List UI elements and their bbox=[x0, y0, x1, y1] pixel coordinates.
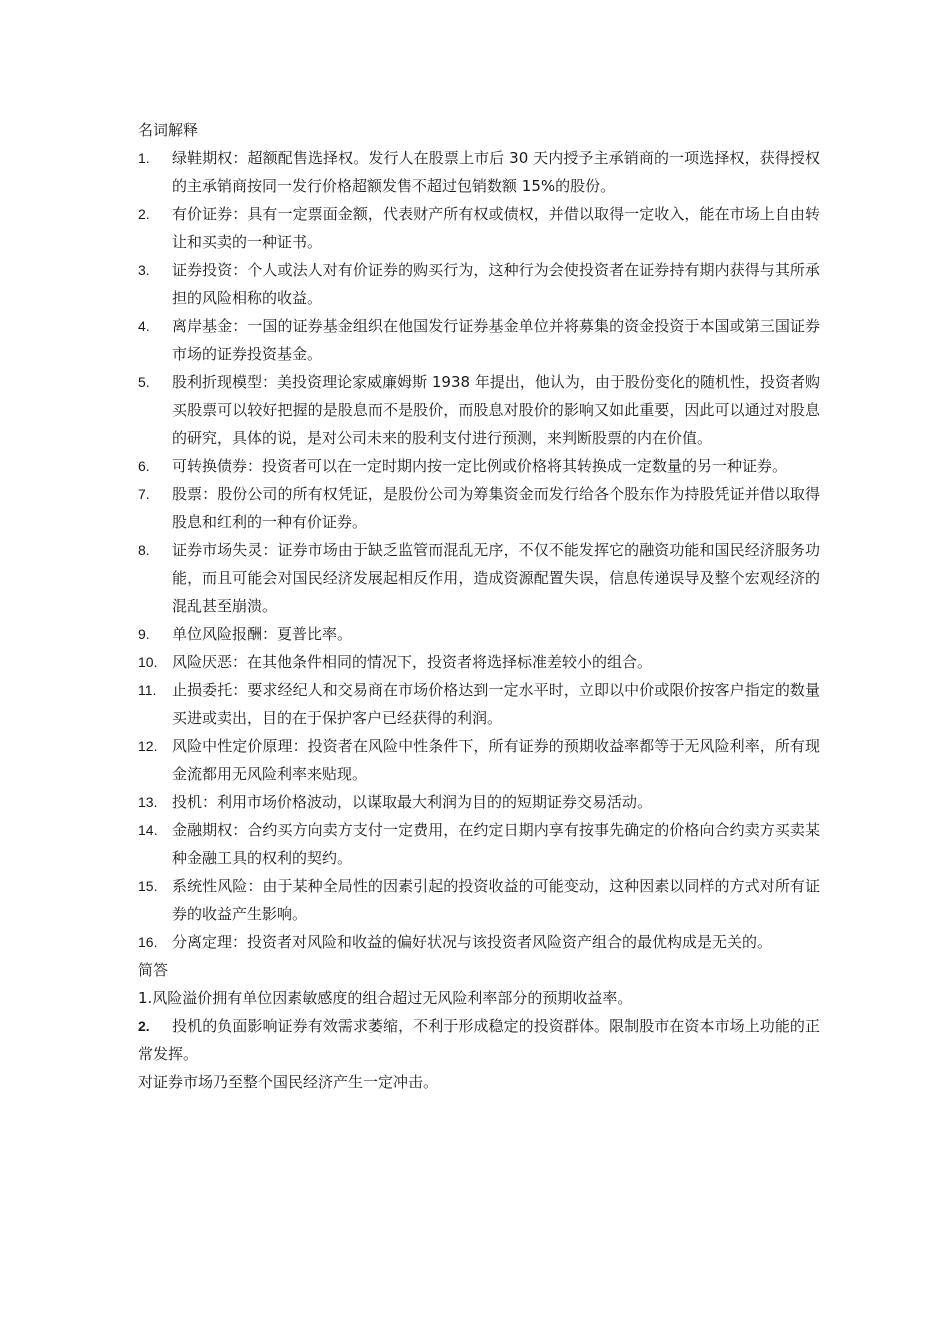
item-text: 可转换债券：投资者可以在一定时期内按一定比例或价格将其转换成一定数量的另一种证券。 bbox=[172, 457, 788, 475]
item-number: 9. bbox=[138, 626, 150, 642]
item-text: 证券投资：个人或法人对有价证券的购买行为，这种行为会使投资者在证券持有期内获得与其所承担的风险相称的收益。 bbox=[172, 261, 820, 307]
item-text: 股票：股份公司的所有权凭证，是股份公司为筹集资金而发行给各个股东作为持股凭证并借以取得股息和红利的一种有价证券。 bbox=[172, 485, 820, 531]
item-text: 止损委托：要求经纪人和交易商在市场价格达到一定水平时，立即以中价或限价按客户指定的数量买进或卖出，目的在于保护客户已经获得的利润。 bbox=[172, 681, 820, 727]
list-item bbox=[138, 816, 820, 872]
item-number: 3. bbox=[138, 262, 150, 278]
list-item bbox=[138, 144, 820, 200]
list-item bbox=[138, 648, 820, 676]
answer-text: 投机的负面影响证券有效需求萎缩，不利于形成稳定的投资群体。限制股市在资本市场上功能的正常发挥。 bbox=[138, 1017, 820, 1063]
item-number: 6. bbox=[138, 458, 150, 474]
list-item bbox=[138, 312, 820, 368]
item-number: 1. bbox=[138, 150, 150, 166]
answer-paragraph-1: 1.风险溢价拥有单位因素敏感度的组合超过无风险利率部分的预期收益率。 bbox=[138, 989, 633, 1007]
item-number: 7. bbox=[138, 486, 150, 502]
item-text: 有价证券：具有一定票面金额，代表财产所有权或债权，并借以取得一定收入，能在市场上自由转让和买卖的一种证书。 bbox=[172, 205, 820, 251]
item-text: 投机：利用市场价格波动，以谋取最大利润为目的的短期证券交易活动。 bbox=[172, 793, 653, 811]
list-item bbox=[138, 480, 820, 536]
list-item bbox=[138, 872, 820, 928]
item-number: 2. bbox=[138, 206, 150, 222]
list-item bbox=[138, 256, 820, 312]
list-item bbox=[138, 368, 820, 452]
item-number: 16. bbox=[138, 934, 158, 950]
item-number: 11. bbox=[138, 682, 157, 698]
list-item bbox=[138, 676, 820, 732]
item-number: 8. bbox=[138, 542, 150, 558]
answer-paragraph-3: 对证券市场乃至整个国民经济产生一定冲击。 bbox=[138, 1073, 439, 1091]
item-text: 单位风险报酬：夏普比率。 bbox=[172, 625, 353, 643]
item-number: 13. bbox=[138, 794, 158, 810]
answer-paragraph-2 bbox=[138, 1012, 820, 1068]
item-text: 绿鞋期权：超额配售选择权。发行人在股票上市后 30 天内授予主承销商的一项选择权，获得授权的主承销商按同一发行价格超额发售不超过包销数额 15%的股份。 bbox=[172, 149, 820, 195]
item-text: 风险厌恶：在其他条件相同的情况下，投资者将选择标准差较小的组合。 bbox=[172, 653, 653, 671]
item-text: 证券市场失灵：证券市场由于缺乏监管而混乱无序，不仅不能发挥它的融资功能和国民经济服务功能，而且可能会对国民经济发展起相反作用，造成资源配置失误，信息传递误导及整个宏观经济的混乱甚至崩溃。 bbox=[172, 541, 820, 615]
item-text: 股利折现模型：美投资理论家威廉姆斯 1938 年提出，他认为，由于股份变化的随机性，投资者购买股票可以较好把握的是股息而不是股价，而股息对股价的影响又如此重要，因此可以通过对股息的研究，具体的说，是对公司未来的股利支付进行预测，来判断股票的内在价值。 bbox=[172, 373, 820, 447]
item-text: 分离定理：投资者对风险和收益的偏好状况与该投资者风险资产组合的最优构成是无关的。 bbox=[172, 933, 773, 951]
item-text: 金融期权：合约买方向卖方支付一定费用，在约定日期内享有按事先确定的价格向合约卖方买卖某种金融工具的权利的契约。 bbox=[172, 821, 820, 867]
item-number: 14. bbox=[138, 822, 158, 838]
item-number: 15. bbox=[138, 878, 158, 894]
list-item bbox=[138, 200, 820, 256]
list-item bbox=[138, 928, 820, 956]
terms-list bbox=[138, 144, 820, 956]
item-number: 5. bbox=[138, 374, 150, 390]
document-content bbox=[138, 116, 820, 1096]
list-item bbox=[138, 536, 820, 620]
item-number: 12. bbox=[138, 738, 158, 754]
item-text: 风险中性定价原理：投资者在风险中性条件下，所有证券的预期收益率都等于无风险利率，所有现金流都用无风险利率来贴现。 bbox=[172, 737, 820, 783]
list-item bbox=[138, 788, 820, 816]
answer-number: 2. bbox=[138, 1018, 150, 1034]
item-number: 4. bbox=[138, 318, 150, 334]
list-item bbox=[138, 452, 820, 480]
item-text: 系统性风险：由于某种全局性的因素引起的投资收益的可能变动，这种因素以同样的方式对所有证券的收益产生影响。 bbox=[172, 877, 820, 923]
item-text: 离岸基金：一国的证券基金组织在他国发行证券基金单位并将募集的资金投资于本国或第三国证券市场的证券投资基金。 bbox=[172, 317, 820, 363]
section-title-answers: 简答 bbox=[138, 961, 169, 979]
list-item bbox=[138, 620, 820, 648]
item-number: 10. bbox=[138, 654, 158, 670]
list-item bbox=[138, 732, 820, 788]
section-title-terms: 名词解释 bbox=[138, 121, 199, 139]
